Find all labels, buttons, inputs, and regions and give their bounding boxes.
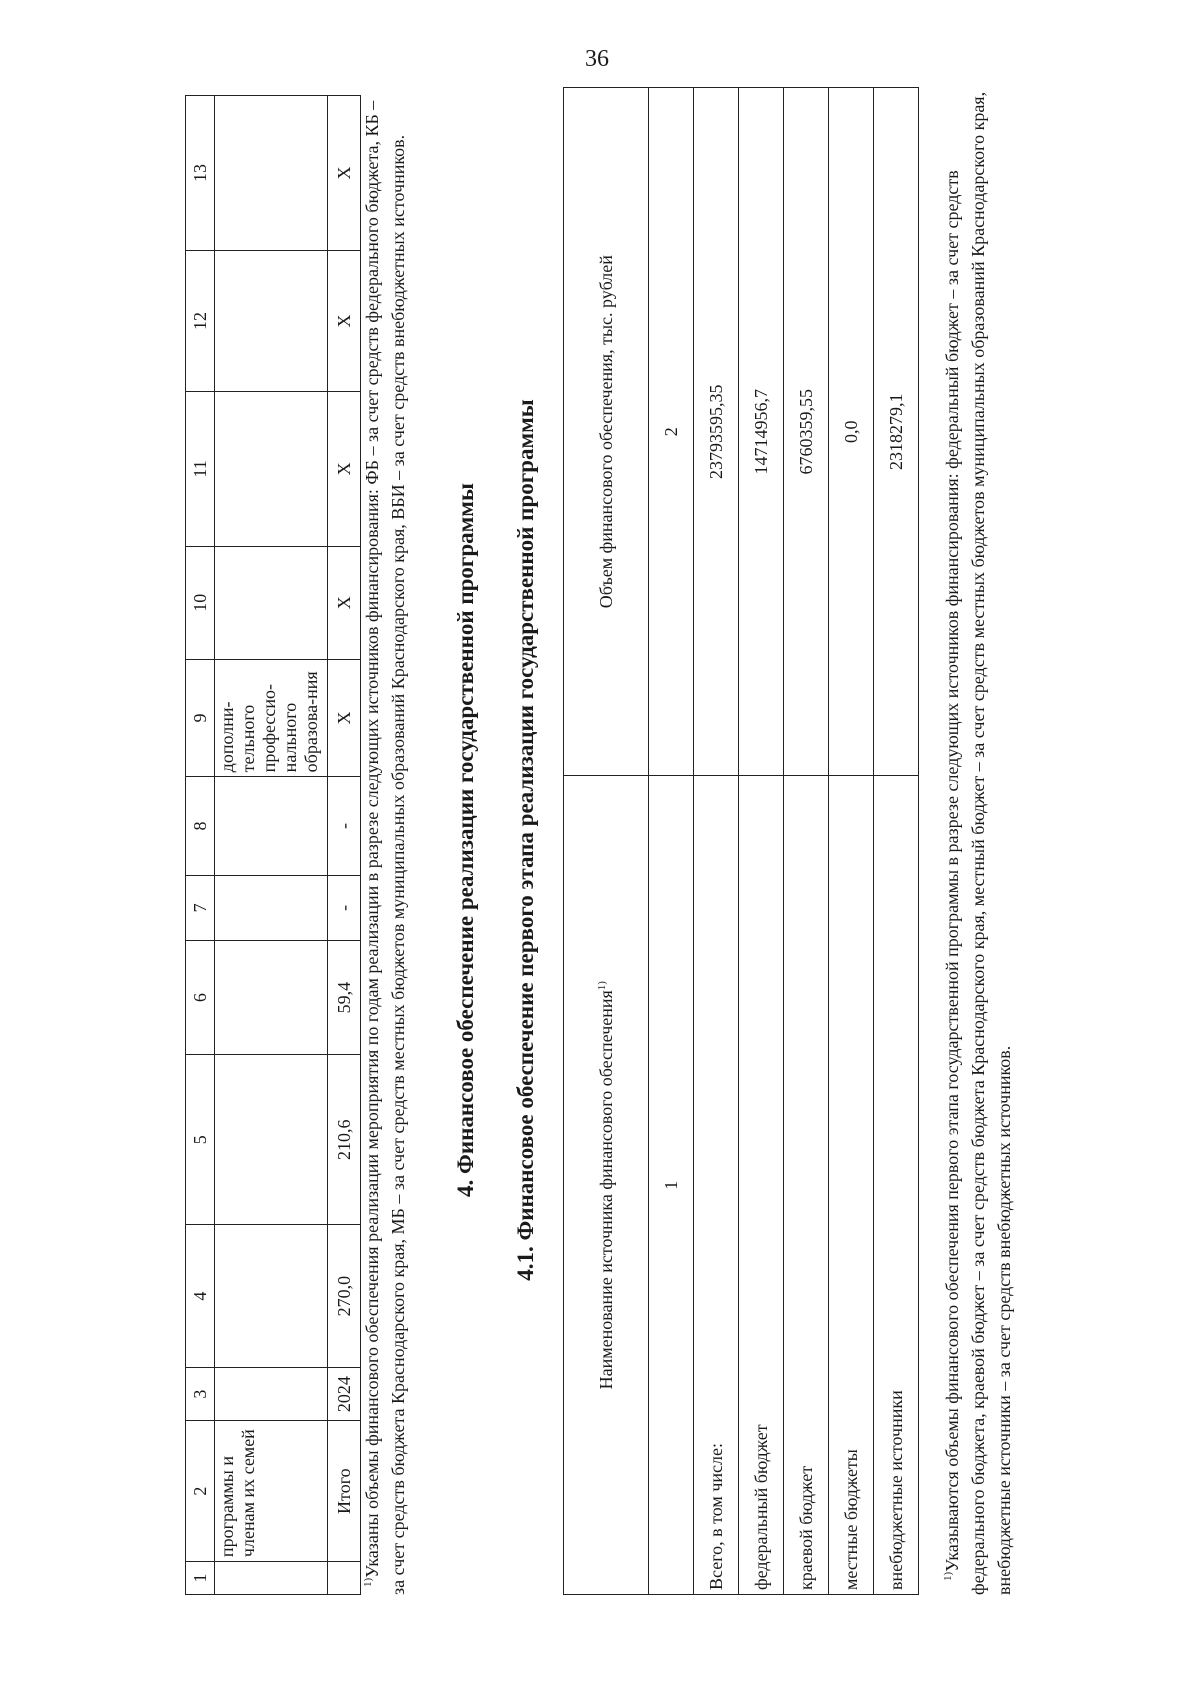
footnote-2 <box>935 87 1017 1595</box>
source-amount: 14714956,7 <box>739 88 784 776</box>
col-number-10: 10 <box>186 546 215 659</box>
total-col5: 210,6 <box>328 1055 361 1225</box>
total-col6: 59,4 <box>328 941 361 1055</box>
source-name: местные бюджеты <box>829 776 874 1595</box>
footnote-mark: 1) <box>942 1571 954 1581</box>
table-cell <box>215 777 328 875</box>
table-row <box>784 88 829 1595</box>
total-col12: X <box>328 251 361 392</box>
footnote-mark: 1) <box>362 1577 374 1587</box>
table-cell <box>215 96 328 251</box>
table-cell <box>215 1562 328 1595</box>
continued-activities-table <box>185 95 361 1595</box>
subsection-heading: 4.1. Финансовое обеспечение первого этапа реализации государственной программы <box>513 399 538 1281</box>
total-col4: 270,0 <box>328 1225 361 1367</box>
table-cell-result: дополни-тельного профессио-нального образова-ния <box>215 659 328 777</box>
col-number-3: 3 <box>186 1367 215 1420</box>
header-footnote-mark: 1) <box>595 981 608 991</box>
col-number-2: 2 <box>649 88 694 776</box>
table-column-numbers-row <box>649 88 694 1595</box>
source-amount: 6760359,55 <box>784 88 829 776</box>
col-number-6: 6 <box>186 941 215 1055</box>
col-number-11: 11 <box>186 391 215 546</box>
table-cell <box>215 941 328 1055</box>
table-row <box>874 88 919 1595</box>
header-source-name <box>564 776 649 1595</box>
table-cell <box>215 1367 328 1420</box>
source-name: Всего, в том числе: <box>694 776 739 1595</box>
col-number-7: 7 <box>186 875 215 941</box>
footnote-1 <box>355 95 411 1595</box>
col-number-1: 1 <box>186 1562 215 1595</box>
source-amount: 2318279,1 <box>874 88 919 776</box>
rotated-page-content <box>185 85 1100 1595</box>
header-amount: Объем финансового обеспечения, тыс. рублей <box>564 88 649 776</box>
col-number-12: 12 <box>186 251 215 392</box>
source-name: краевой бюджет <box>784 776 829 1595</box>
table-cell <box>215 1055 328 1225</box>
total-col7: - <box>328 875 361 941</box>
source-amount: 0,0 <box>829 88 874 776</box>
col-number-8: 8 <box>186 777 215 875</box>
table-row <box>829 88 874 1595</box>
table-cell <box>215 251 328 392</box>
total-col11: X <box>328 391 361 546</box>
footnote-text: Указываются объемы финансового обеспечения первого этапа государственной программы в разрезе следующих источников финансирования: федеральный бюджет – за счет средств федерального бюджета, краевой бюджет – за счет средств бюджета Краснодарского края, местный бюджет – за счет средств местных бюджетов муниципальных образований Краснодарского края, внебюджетные источники – за счет средств внебюджетных источников. <box>942 91 1014 1595</box>
total-col10: X <box>328 546 361 659</box>
page-number: 36 <box>585 46 609 72</box>
total-label: Итого <box>328 1421 361 1562</box>
table-row-continued <box>215 96 328 1595</box>
table-cell <box>215 1225 328 1367</box>
table-cell <box>215 546 328 659</box>
financing-sources-table <box>563 87 919 1595</box>
total-col13: X <box>328 96 361 251</box>
table-cell-activity-name: программы и членам их семей <box>215 1421 328 1562</box>
total-year: 2024 <box>328 1367 361 1420</box>
table-row <box>694 88 739 1595</box>
table-column-numbers-row <box>186 96 215 1595</box>
header-source-name-text: Наименование источника финансового обеспечения <box>595 990 616 1390</box>
section-heading: 4. Финансовое обеспечение реализации государственной программы <box>453 483 478 1197</box>
table-cell <box>215 391 328 546</box>
table-header-row <box>564 88 649 1595</box>
source-amount: 23793595,35 <box>694 88 739 776</box>
col-number-5: 5 <box>186 1055 215 1225</box>
total-col9: X <box>328 659 361 777</box>
col-number-13: 13 <box>186 96 215 251</box>
table-row <box>739 88 784 1595</box>
col-number-4: 4 <box>186 1225 215 1367</box>
col-number-9: 9 <box>186 659 215 777</box>
col-number-2: 2 <box>186 1421 215 1562</box>
source-name: внебюджетные источники <box>874 776 919 1595</box>
total-col8: - <box>328 777 361 875</box>
footnote-text: Указаны объемы финансового обеспечения реализации мероприятия по годам реализации в разрезе следующих источников финансирования: ФБ – за счет средств федерального бюджета, КБ – за счет средств бюджета Краснодарского края, МБ – за счет средств местных бюджетов муниципальных образований Краснодарского края, ВБИ – за счет средств внебюджетных источников. <box>362 100 408 1595</box>
source-name: федеральный бюджет <box>739 776 784 1595</box>
col-number-1: 1 <box>649 776 694 1595</box>
table-cell <box>215 875 328 941</box>
